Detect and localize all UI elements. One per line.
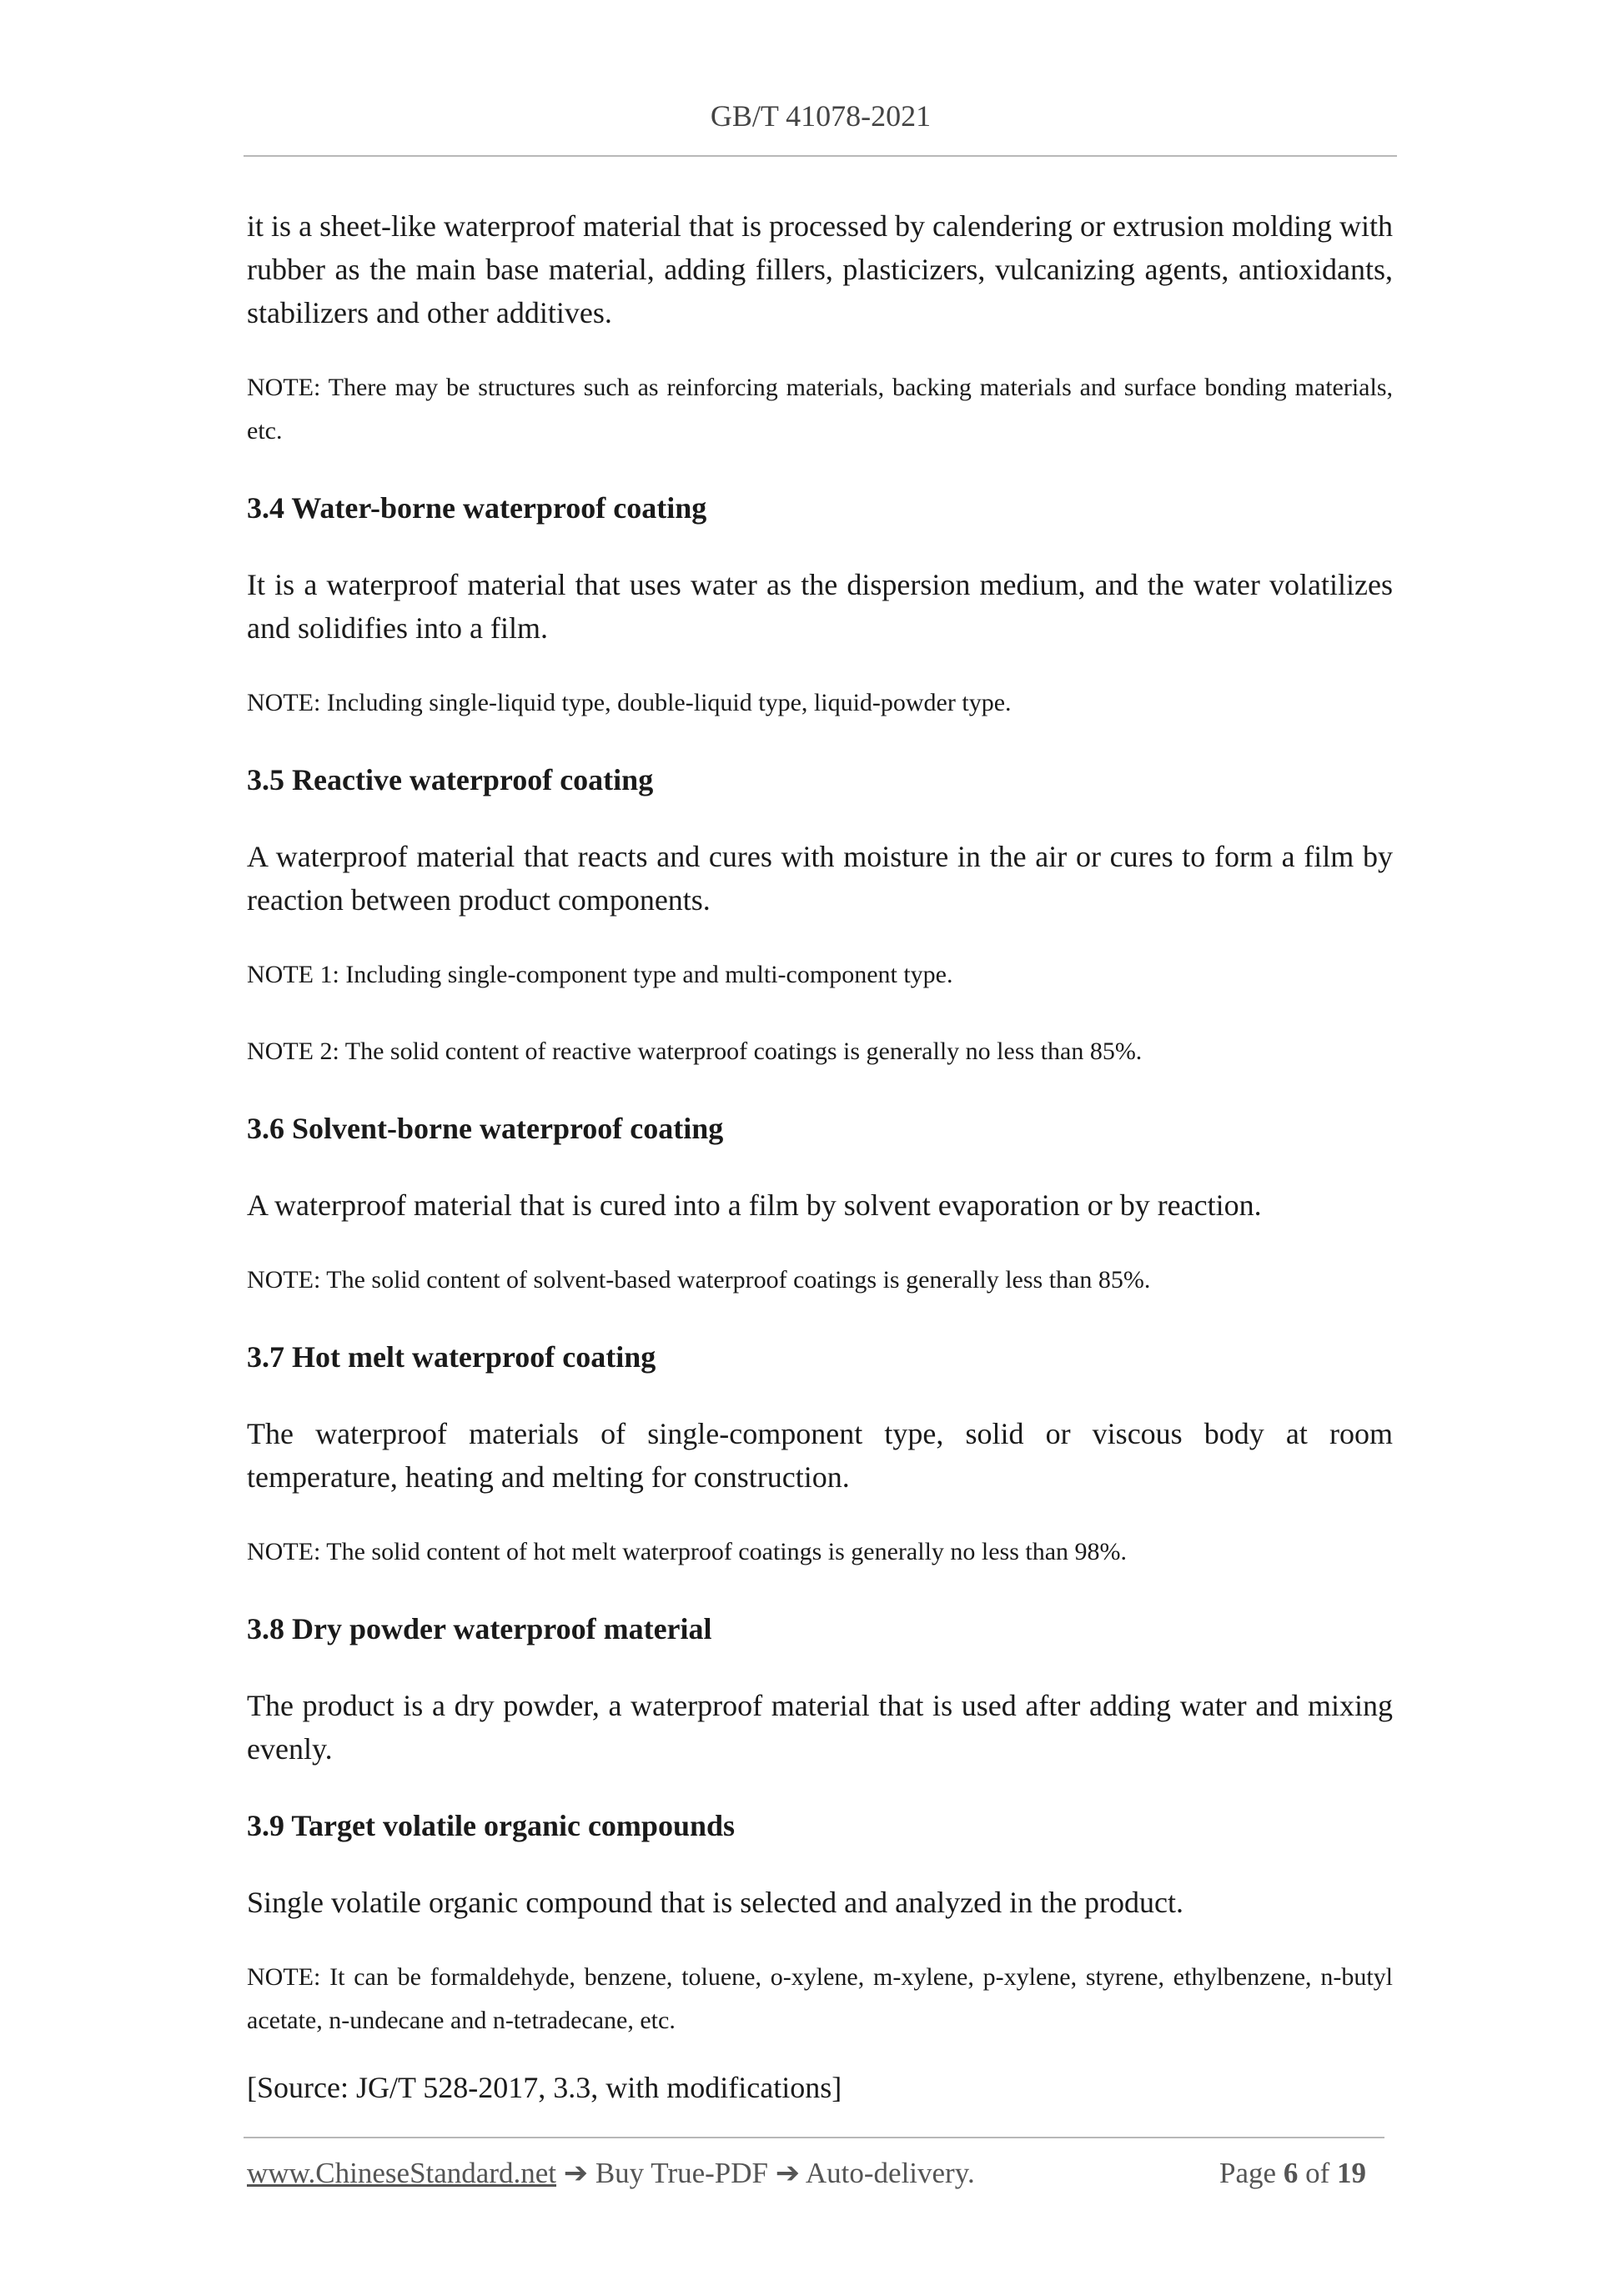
heading-3-5: 3.5 Reactive waterproof coating (247, 763, 654, 796)
page-indicator (1219, 2152, 1366, 2195)
heading-3-9: 3.9 Target volatile organic compounds (247, 1809, 736, 1842)
paragraph-3-4: It is a waterproof material that uses water as the dispersion medium, and the water volatilizes and solidifies into a film. (247, 568, 1393, 645)
footer-tagline: ➔ Buy True-PDF ➔ Auto-delivery. (556, 2157, 975, 2189)
page-label: Page (1219, 2157, 1277, 2189)
page-footer (247, 2152, 1384, 2195)
document-header: GB/T 41078-2021 (710, 99, 932, 133)
total-pages-number: 19 (1337, 2157, 1366, 2189)
paragraph-3-5: A waterproof material that reacts and cures with moisture in the air or cures to form a film by reaction between product components. (247, 840, 1393, 917)
of-label: of (1305, 2157, 1330, 2189)
note-3-9: NOTE: It can be formaldehyde, benzene, toluene, o-xylene, m-xylene, p-xylene, styrene, ethylbenzene, n-butyl acetate, n-undecane and n-tetradecane, etc. (247, 1963, 1393, 2034)
source-citation: [Source: JG/T 528-2017, 3.3, with modifications] (247, 2071, 842, 2104)
heading-3-4: 3.4 Water-borne waterproof coating (247, 491, 707, 525)
paragraph-3-7: The waterproof materials of single-component type, solid or viscous body at room temperature, heating and melting for construction. (247, 1417, 1393, 1494)
note-3-4: NOTE: Including single-liquid type, double-liquid type, liquid-powder type. (247, 689, 1012, 716)
heading-3-6: 3.6 Solvent-borne waterproof coating (247, 1112, 724, 1145)
note-3-6: NOTE: The solid content of solvent-based waterproof coatings is generally less than 85%. (247, 1266, 1151, 1294)
heading-3-8: 3.8 Dry powder waterproof material (247, 1612, 712, 1645)
website-link[interactable]: www.ChineseStandard.net (247, 2157, 556, 2189)
note-3-7: NOTE: The solid content of hot melt waterproof coatings is generally no less than 98%. (247, 1538, 1128, 1565)
paragraph-3-8: The product is a dry powder, a waterproof material that is used after adding water and mixing evenly. (247, 1689, 1393, 1766)
header-divider (244, 155, 1397, 157)
footer-divider (244, 2137, 1384, 2138)
note-3-3: NOTE: There may be structures such as reinforcing materials, backing materials and surface bonding materials, etc. (247, 374, 1393, 445)
note-3-5-2: NOTE 2: The solid content of reactive waterproof coatings is generally no less than 85%. (247, 1037, 1143, 1065)
note-3-5-1: NOTE 1: Including single-component type and multi-component type. (247, 961, 953, 988)
heading-3-7: 3.7 Hot melt waterproof coating (247, 1340, 656, 1374)
current-page-number: 6 (1283, 2157, 1299, 2189)
paragraph-3-6: A waterproof material that is cured into a film by solvent evaporation or by reaction. (247, 1188, 1262, 1222)
paragraph-3-9: Single volatile organic compound that is selected and analyzed in the product. (247, 1886, 1184, 1919)
document-body (247, 204, 1393, 2109)
paragraph-3-3-definition: it is a sheet-like waterproof material that is processed by calendering or extrusion molding with rubber as the main base material, adding fillers, plasticizers, vulcanizing agents, antioxidants, stabilizers and other additives. (247, 209, 1393, 329)
